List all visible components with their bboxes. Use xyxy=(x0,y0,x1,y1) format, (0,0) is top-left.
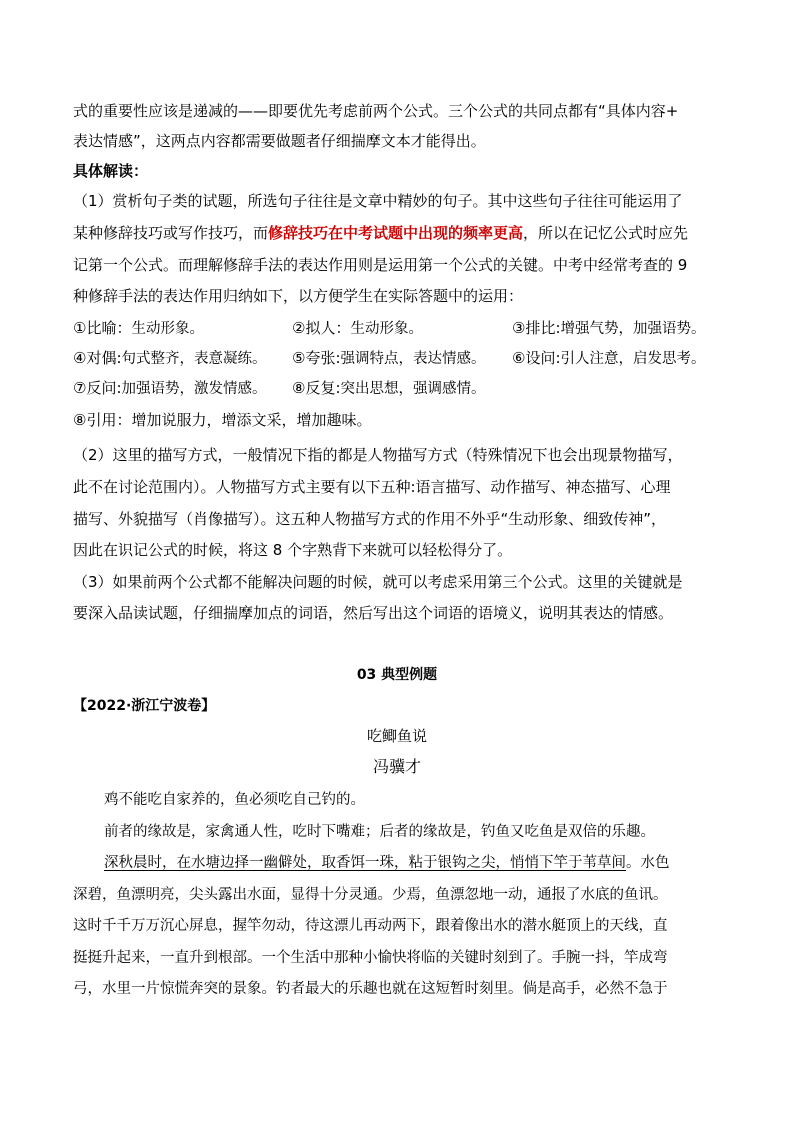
rhetoric-item-rhetorical-question xyxy=(73,378,267,399)
rhetoric-label: ③排比: xyxy=(512,319,561,337)
rhetoric-item-hyperbole xyxy=(292,348,486,369)
essay-title: 吃鲫鱼说 xyxy=(366,727,427,745)
section-heading: 03 典型例题 xyxy=(356,667,438,683)
essay-line-7: 弓，水里一片惊慌奔突的景象。钓者最大的乐趣也就在这短暂时刻里。倘是高手，必然不急于 xyxy=(73,981,668,997)
rhetoric-item-quotation xyxy=(73,410,371,430)
rhetoric-label: ⑥设问: xyxy=(512,349,561,367)
p1-line-2-text-a: 某种修辞技巧或写作技巧，而 xyxy=(73,224,269,242)
essay-line-2: 前者的缘故是，家禽通人性，吃时下嘴难；后者的缘故是，钓鱼又吃鱼是双倍的乐趣。 xyxy=(104,824,655,840)
p2-line-2: 此不在讨论范围内）。人物描写方式主要有以下五种:语言描写、动作描写、神态描写、心理 xyxy=(73,478,671,496)
p1-line-2 xyxy=(73,223,688,243)
essay-line-3 xyxy=(104,853,670,873)
p1-line-2-text-b: ，所以在记忆公式时应先 xyxy=(523,224,689,242)
rhetoric-label: ⑦反问: xyxy=(73,379,122,397)
intro-line-2: 表达情感”，这两点内容都需要做题者仔细揣摩文本才能得出。 xyxy=(73,132,486,150)
rhetoric-item-repetition xyxy=(292,378,486,399)
essay-line-4: 深碧，鱼漂明亮，尖头露出水面，显得十分灵通。少焉，鱼漂忽地一动，通报了水底的鱼讯。 xyxy=(73,887,668,903)
rhetoric-desc: 强调特点，表达情感。 xyxy=(340,351,486,367)
essay-line-1: 鸡不能吃自家养的，鱼必须吃自己钓的。 xyxy=(104,792,365,808)
rhetoric-desc: 加强语势，激发情感。 xyxy=(121,381,267,397)
p1-line-2-highlight: 修辞技巧在中考试题中出现的频率更高 xyxy=(268,224,524,242)
rhetoric-item-parallelism xyxy=(512,318,706,339)
rhetoric-item-personification xyxy=(292,318,423,339)
rhetoric-item-metaphor xyxy=(73,318,204,339)
essay-line-6: 挺挺升起来，一直升到根部。一个生活中那种小愉快将临的关键时刻到了。手腕一抖，竿成弯 xyxy=(73,950,668,966)
source-label: 【2022·浙江宁波卷】 xyxy=(73,698,216,714)
p2-line-1: （2）这里的描写方式，一般情况下指的都是人物描写方式（特殊情况下也会出现景物描写， xyxy=(73,446,683,464)
essay-author: 冯骥才 xyxy=(372,757,421,776)
rhetoric-label: ⑤夸张: xyxy=(292,349,341,367)
rhetoric-desc: 生动形象。 xyxy=(131,321,204,337)
rhetoric-desc: 引人注意，启发思考。 xyxy=(560,351,706,367)
essay-line-5: 这时千千万万沉心屏息，握竿勿动，待这漂儿再动两下，跟着像出水的潜水艇顶上的天线，直 xyxy=(73,918,668,934)
p1-line-1: （1）赏析句子类的试题，所选句子往往是文章中精妙的句子。其中这些句子往往可能运用了 xyxy=(73,192,683,210)
rhetoric-desc: 增加说服力，增添文采，增加趣味。 xyxy=(131,411,372,429)
rhetoric-label: ④对偶: xyxy=(73,349,122,367)
explain-heading: 具体解读： xyxy=(73,162,149,180)
p2-line-3: 描写、外貌描写（肖像描写）。这五种人物描写方式的作用不外乎“生动形象、细致传神”， xyxy=(73,510,667,528)
rhetoric-desc: 增强气势，加强语势。 xyxy=(560,321,706,337)
rhetoric-item-antithesis xyxy=(73,348,267,369)
intro-line-1: 式的重要性应该是递减的——即要优先考虑前两个公式。三个公式的共同点都有“具体内容+ xyxy=(73,102,679,120)
essay-underlined-sentence: 深秋晨时，在水塘边择一幽僻处，取香饵一珠，粘于银钩之尖，悄悄下竿于苇草间 xyxy=(104,855,626,871)
rhetoric-label: ②拟人： xyxy=(292,319,351,337)
rhetoric-desc: 句式整齐，表意凝练。 xyxy=(121,351,267,367)
essay-line-3-rest: 。水色 xyxy=(626,855,670,871)
p1-line-3: 记第一个公式。而理解修辞手法的表达作用则是运用第一个公式的关键。中考中经常考查的 9 xyxy=(73,256,688,274)
rhetoric-desc: 生动形象。 xyxy=(350,321,423,337)
rhetoric-label: ⑧引用： xyxy=(73,411,132,429)
p1-line-4: 种修辞手法的表达作用归纳如下，以方便学生在实际答题中的运用： xyxy=(73,287,524,305)
rhetoric-desc: 突出思想，强调感情。 xyxy=(340,381,486,397)
rhetoric-label: ⑧反复: xyxy=(292,379,341,397)
rhetoric-label: ①比喻： xyxy=(73,319,132,337)
p3-line-2: 要深入品读试题，仔细揣摩加点的词语，然后写出这个词语的语境义，说明其表达的情感。 xyxy=(73,604,674,622)
rhetoric-item-hypophora xyxy=(512,348,706,369)
p3-line-1: （3）如果前两个公式都不能解决问题的时候，就可以考虑采用第三个公式。这里的关键就是 xyxy=(73,573,683,591)
p2-line-4: 因此在识记公式的时候，将这 8 个字熟背下来就可以轻松得分了。 xyxy=(73,541,513,559)
